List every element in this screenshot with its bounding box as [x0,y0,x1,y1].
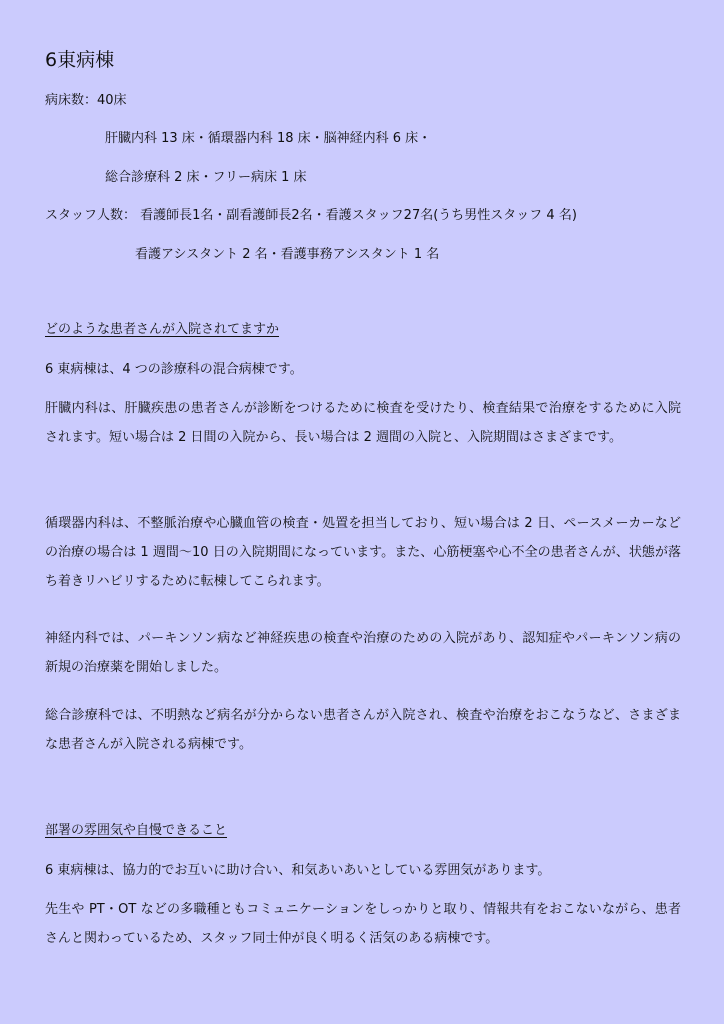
staff-count: スタッフ人数： 看護師長1名・副看護師長2名・看護スタッフ27名(うち男性スタッフ 4 名) [45,208,577,223]
section-heading-patients: どのような患者さんが入院されてますか [45,322,280,337]
section-heading-atmosphere: 部署の雰囲気や自慢できること [45,823,228,838]
paragraph-cardiology: 循環器内科は、不整脈治療や心臓血管の検査・処置を担当しており、短い場合は 2 日、ペースメーカーなどの治療の場合は 1 週間～10 日の入院期間になっています。また、心筋梗塞や心不全の患者さんが、状態が落ち着きリハビリするために転棟してこられます。 [45,516,681,589]
bed-detail-line1: 肝臓内科 13 床・循環器内科 18 床・脳神経内科 6 床・ [105,131,432,146]
bed-count: 病床数：40床 [45,93,127,108]
page-title: 6東病棟 [45,49,115,71]
paragraph-general-medicine: 総合診療科では、不明熱など病名が分からない患者さんが入院され、検査や治療をおこなうなど、さまざまな患者さんが入院される病棟です。 [45,708,681,752]
staff-detail: 看護アシスタント 2 名・看護事務アシスタント 1 名 [135,247,440,262]
paragraph-hepatology: 肝臓内科は、肝臓疾患の患者さんが診断をつけるために検査を受けたり、検査結果で治療をするために入院されます。短い場合は 2 日間の入院から、長い場合は 2 週間の入院と、入院期間はさまざまです。 [45,401,681,445]
bed-detail-line2: 総合診療科 2 床・フリー病床 1 床 [105,170,307,185]
paragraph-teamwork: 先生や PT・OT などの多職種ともコミュニケーションをしっかりと取り、情報共有をおこないながら、患者さんと関わっているため、スタッフ同士仲が良く明るく活気のある病棟です。 [45,902,681,946]
paragraph-ward-overview: 6 東病棟は、4 つの診療科の混合病棟です。 [45,362,303,377]
paragraph-atmosphere: 6 東病棟は、協力的でお互いに助け合い、和気あいあいとしている雰囲気があります。 [45,863,551,878]
paragraph-neurology: 神経内科では、パーキンソン病など神経疾患の検査や治療のための入院があり、認知症やパーキンソン病の新規の治療薬を開始しました。 [45,631,681,675]
